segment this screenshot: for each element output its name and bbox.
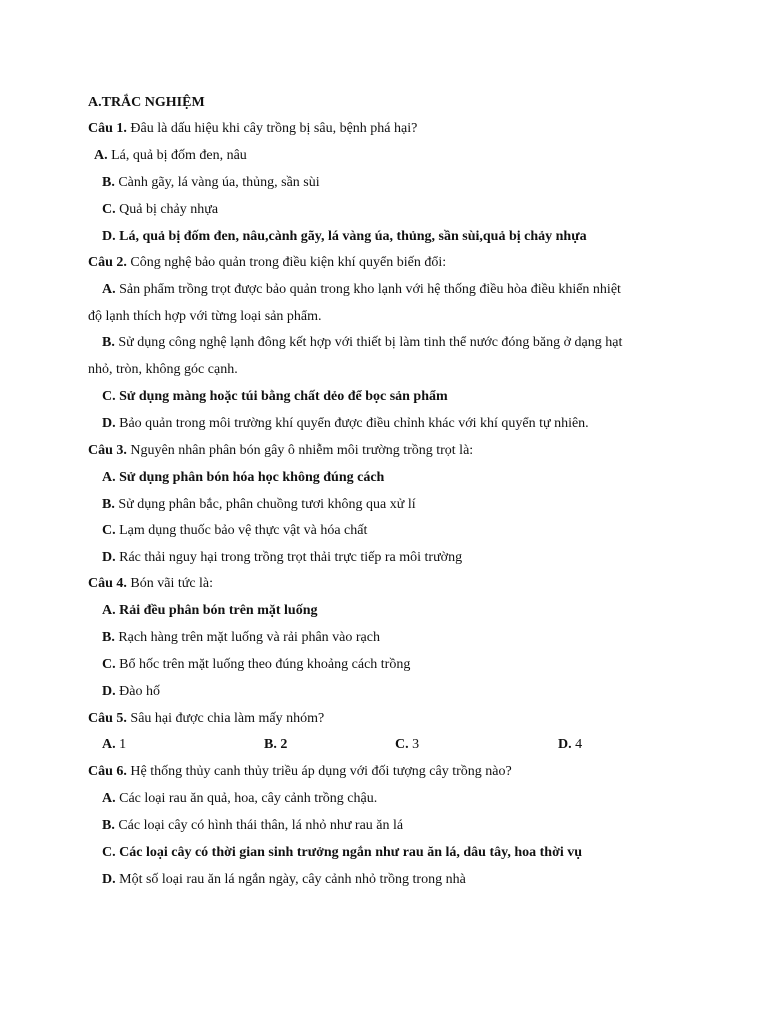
question-2-option-a-continued: độ lạnh thích hợp với từng loại sản phẩm. (88, 309, 322, 324)
question-4 (88, 575, 213, 593)
question-2-option-a: A. Sản phẩm trồng trọt được bảo quản trong kho lạnh với hệ thống điều hòa điều khiển nhiệt (102, 282, 621, 297)
question-4-option-b: B. Rạch hàng trên mặt luống và rải phân vào rạch (102, 630, 380, 645)
question-2-option-b: B. Sử dụng công nghệ lạnh đông kết hợp với thiết bị làm tinh thể nước đóng băng ở dạng hạt (102, 335, 623, 350)
question-5-option-a: A. 1 (102, 737, 127, 752)
question-3-option-a: A. Sử dụng phân bón hóa học không đúng cách (102, 470, 385, 485)
question-5-option-d: D. 4 (558, 737, 583, 752)
question-label: Câu 2. (88, 255, 127, 270)
question-text: Nguyên nhân phân bón gây ô nhiễm môi trường trồng trọt là: (126, 443, 474, 458)
question-3-option-c: C. Lạm dụng thuốc bảo vệ thực vật và hóa chất (102, 523, 368, 538)
question-label: Câu 3. (88, 443, 127, 458)
question-1-option-c: C. Quả bị chảy nhựa (102, 202, 219, 217)
question-text: Đâu là dấu hiệu khi cây trồng bị sâu, bệnh phá hại? (126, 121, 418, 136)
question-6-option-c: C. Các loại cây có thời gian sinh trưởng ngắn như rau ăn lá, dâu tây, hoa thời vụ (102, 845, 582, 860)
question-5-option-c: C. 3 (395, 737, 420, 752)
question-6-option-b: B. Các loại cây có hình thái thân, lá nhỏ như rau ăn lá (102, 818, 404, 833)
question-label: Câu 4. (88, 576, 127, 591)
question-2-option-d: D. Bảo quản trong môi trường khí quyển được điều chỉnh khác với khí quyển tự nhiên. (102, 416, 589, 431)
question-4-option-c: C. Bổ hốc trên mặt luống theo đúng khoảng cách trồng (102, 657, 411, 672)
section-title: A.TRẮC NGHIỆM (88, 95, 205, 110)
question-label: Câu 6. (88, 764, 127, 779)
question-1 (88, 120, 417, 138)
question-4-option-a: A. Rải đều phân bón trên mặt luống (102, 603, 318, 618)
question-1-option-a: A. Lá, quả bị đốm đen, nâu (94, 148, 247, 163)
question-label: Câu 1. (88, 121, 127, 136)
question-5-options-row (0, 736, 768, 754)
question-3 (88, 442, 473, 460)
question-text: Hệ thống thủy canh thủy triều áp dụng với đối tượng cây trồng nào? (126, 764, 512, 779)
question-2-option-c: C. Sử dụng màng hoặc túi bằng chất dẻo để bọc sản phẩm (102, 389, 448, 404)
question-1-option-d: D. Lá, quả bị đốm đen, nâu,cành gãy, lá vàng úa, thủng, sần sùi,quả bị chảy nhựa (102, 229, 587, 244)
question-3-option-b: B. Sử dụng phân bắc, phân chuồng tươi không qua xử lí (102, 497, 416, 512)
question-5 (88, 710, 324, 728)
question-2-option-b-continued: nhỏ, tròn, không góc cạnh. (88, 362, 238, 377)
question-4-option-d: D. Đào hố (102, 684, 160, 699)
question-text: Sâu hại được chia làm mấy nhóm? (126, 711, 325, 726)
question-1-option-b: B. Cành gãy, lá vàng úa, thủng, sần sùi (102, 175, 320, 190)
question-3-option-d: D. Rác thải nguy hại trong trồng trọt thải trực tiếp ra môi trường (102, 550, 463, 565)
question-text: Bón vãi tức là: (126, 576, 214, 591)
question-text: Công nghệ bảo quản trong điều kiện khí quyển biến đổi: (126, 255, 447, 270)
question-5-option-b: B. 2 (264, 737, 288, 752)
question-6 (88, 763, 512, 781)
question-2 (88, 254, 446, 272)
question-6-option-a: A. Các loại rau ăn quả, hoa, cây cảnh trồng chậu. (102, 791, 378, 806)
question-label: Câu 5. (88, 711, 127, 726)
question-6-option-d: D. Một số loại rau ăn lá ngắn ngày, cây cảnh nhỏ trồng trong nhà (102, 872, 466, 887)
